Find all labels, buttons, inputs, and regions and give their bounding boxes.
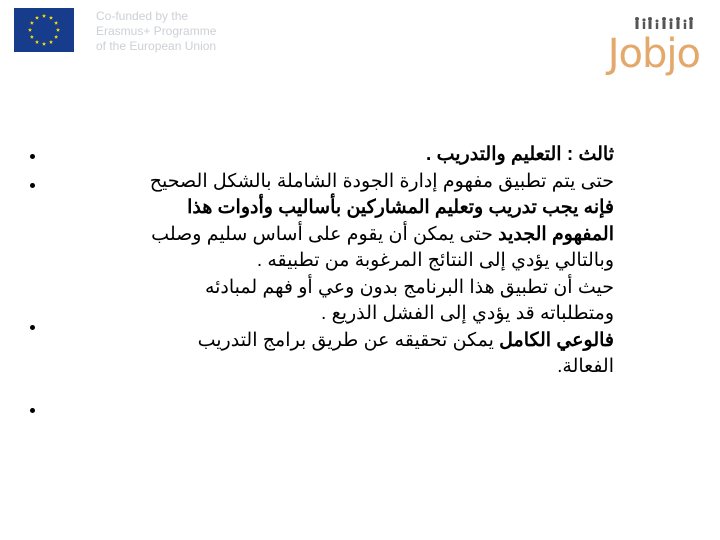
- paragraph-programs-line-1-rest: يمكن تحقيقه عن طريق برامج التدريب: [197, 329, 500, 351]
- paragraph-training-line-3-rest: حتى يمكن أن يقوم على أساس سليم وصلب: [151, 223, 499, 245]
- bullet-icon: [30, 183, 35, 188]
- bullet-icon: [30, 408, 35, 413]
- paragraph-training-line-3: [58, 222, 614, 249]
- bullet-icon: [30, 325, 35, 330]
- eu-funding-text: [96, 9, 216, 54]
- paragraph-training-line-4: وبالتالي يؤدي إلى النتائج المرغوبة من تطبيقه .: [256, 250, 614, 271]
- paragraph-training-line-2: فإنه يجب تدريب وتعليم المشاركين بأساليب وأدوات هذا: [187, 197, 614, 218]
- eu-text-line-3: of the European Union: [96, 39, 217, 53]
- slide-content: [58, 142, 614, 381]
- paragraph-training-line-1: حتى يتم تطبيق مفهوم إدارة الجودة الشاملة بالشكل الصحيح: [149, 170, 614, 192]
- eu-text-line-2: Erasmus+ Programme: [96, 24, 217, 38]
- paragraph-awareness-line-2: ومتطلباته قد يؤدي إلى الفشل الذريع .: [321, 303, 614, 324]
- paragraph-awareness-line-1: حيث أن تطبيق هذا البرنامج بدون وعي أو فهم لمبادئه: [204, 276, 614, 298]
- paragraph-programs-line-1: [58, 328, 614, 355]
- section-heading: ثالث : التعليم والتدريب .: [426, 144, 614, 165]
- eu-text-line-1: Co-funded by the: [96, 9, 189, 23]
- eu-funding-logo: [14, 8, 216, 54]
- bullet-icon: [30, 154, 35, 159]
- full-awareness-emphasis: فالوعي الكامل: [499, 329, 614, 351]
- jobjo-logo: [607, 16, 700, 77]
- jobjo-wordmark: Jobjo: [607, 31, 700, 77]
- people-icon: [634, 16, 694, 30]
- paragraph-programs-line-2: الفعالة.: [557, 356, 614, 377]
- eu-flag-icon: [14, 8, 74, 52]
- new-concept-emphasis: المفهوم الجديد: [498, 223, 614, 245]
